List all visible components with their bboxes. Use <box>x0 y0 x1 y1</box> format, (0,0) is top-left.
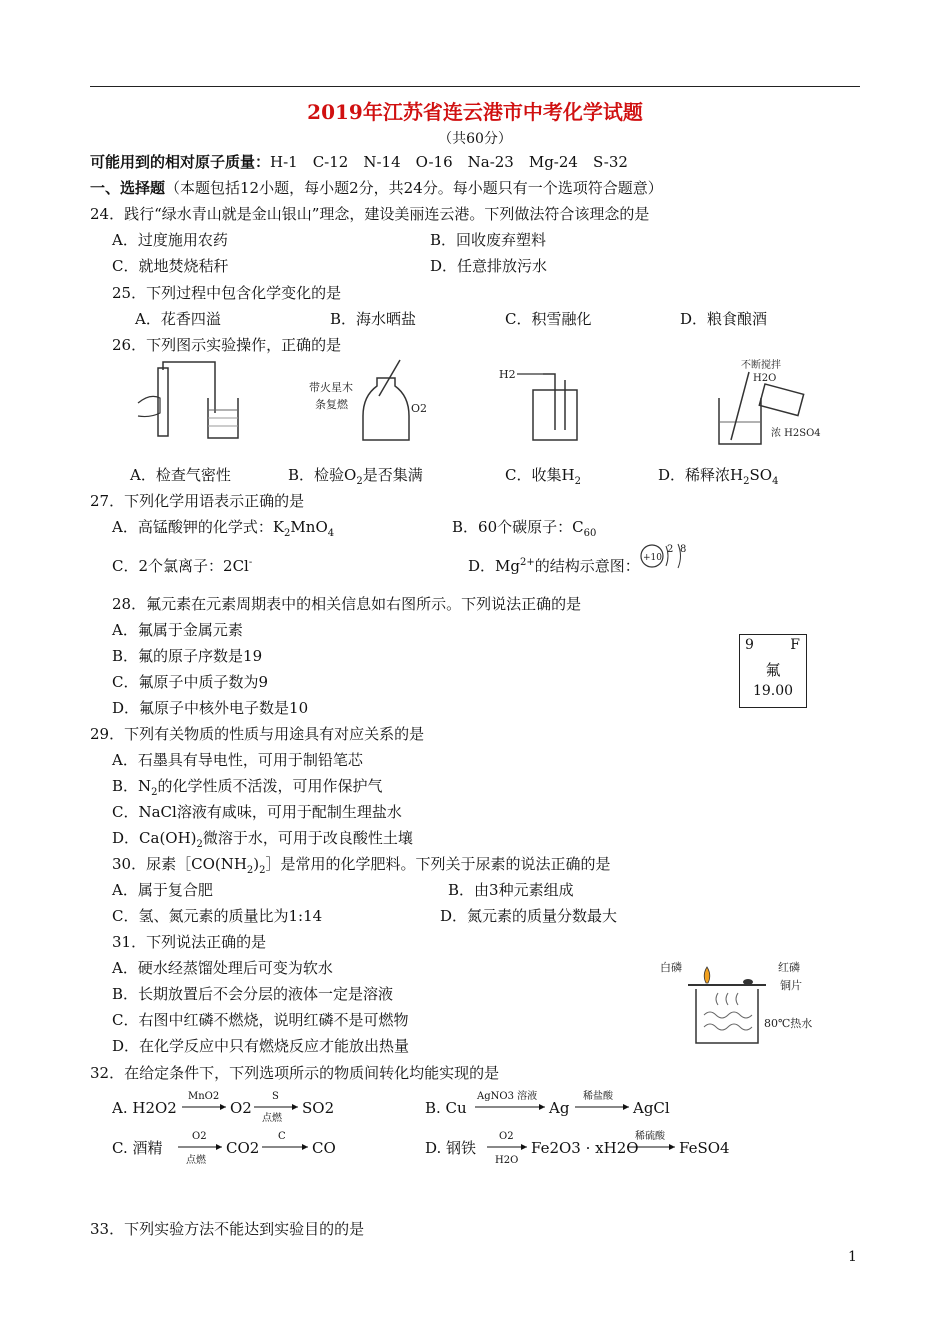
q32-a-start: A. H2O2 <box>112 1099 177 1117</box>
q24-option-c: C．就地焚烧秸秆 <box>112 257 229 275</box>
question-31-stem: 31．下列说法正确的是 <box>112 933 267 951</box>
q32-c-cond1b: 点燃 <box>186 1155 206 1166</box>
q32-b-mid: Ag <box>549 1099 570 1117</box>
q32-option-d-chain <box>425 1127 755 1169</box>
q27-option-d: D．$Mg^{2+}$的结构示意图： <box>468 557 640 575</box>
question-28-stem: 28．氟元素在元素周期表中的相关信息如右图所示。下列说法正确的是 <box>112 595 582 613</box>
q25-option-d: D．粮食酿酒 <box>680 310 768 328</box>
fig-b-label1: 带火星木 <box>309 381 353 394</box>
q24-option-d: D．任意排放污水 <box>430 257 548 275</box>
periodic-table-cell <box>739 634 807 708</box>
q31-option-b: B．长期放置后不会分层的液体一定是溶液 <box>112 985 394 1003</box>
q32-a-cond1: MnO2 <box>188 1091 220 1102</box>
q32-c-end: CO <box>312 1139 336 1157</box>
q30-option-a: A．属于复合肥 <box>112 881 213 899</box>
q25-option-a: A．花香四溢 <box>135 310 221 328</box>
q32-a-end: SO2 <box>302 1099 335 1117</box>
element-symbol: F <box>790 637 800 653</box>
atomic-mass-line <box>90 152 628 172</box>
page-number: 1 <box>848 1249 857 1265</box>
nucleus-charge: +10 <box>643 553 662 563</box>
figure-collect-hydrogen <box>495 360 585 448</box>
shell-1-count: 2 <box>667 544 674 555</box>
q32-b-end: AgCl <box>633 1099 670 1117</box>
q32-a-cond2: S <box>272 1091 279 1102</box>
element-name: 氟 <box>765 661 781 679</box>
q30-option-c: C．氢、氮元素的质量比为1:14 <box>112 907 323 925</box>
q32-c-mid: CO2 <box>226 1139 260 1157</box>
question-26-stem: 26．下列图示实验操作，正确的是 <box>112 336 342 354</box>
q31-option-a: A．硬水经蒸馏处理后可变为软水 <box>112 959 333 977</box>
q25-option-c: C．积雪融化 <box>505 310 592 328</box>
shell-2-count: 8 <box>680 544 687 555</box>
page-title: 2019年江苏省连云港市中考化学试题 <box>307 100 643 124</box>
section-label: 一、选择题 <box>90 179 166 197</box>
q31-option-d: D．在化学反应中只有燃烧反应才能放出热量 <box>112 1037 410 1055</box>
q29-option-a: A．石墨具有导电性，可用于制铅笔芯 <box>112 751 363 769</box>
fig-d-acid: 浓 H2SO4 <box>771 428 821 439</box>
q27-option-b: B．60个碳原子：$C_{60}$ <box>452 518 597 539</box>
figure-dilute-acid <box>705 354 830 450</box>
q29-option-c: C．NaCl溶液有咸味，可用于配制生理盐水 <box>112 803 402 821</box>
q26-option-a: A．检查气密性 <box>130 466 231 484</box>
q32-option-b-chain <box>425 1085 755 1127</box>
atomic-number: 9 <box>745 637 754 653</box>
q32-option-c-chain <box>112 1127 442 1169</box>
q29-option-b: B．$N_2$的化学性质不活泼，可用作保护气 <box>112 777 383 798</box>
question-29-stem: 29．下列有关物质的性质与用途具有对应关系的是 <box>90 725 425 743</box>
header-rule <box>90 86 860 87</box>
figure-phosphorus-combustion <box>658 955 823 1051</box>
q32-d-end: FeSO4 <box>679 1139 730 1157</box>
question-24-stem: 24．践行“绿水青山就是金山银山”理念，建设美丽连云港。下列做法符合该理念的是 <box>90 205 650 223</box>
fig-copper-sheet: 铜片 <box>780 979 802 992</box>
q30-option-b: B．由3种元素组成 <box>448 881 574 899</box>
fig-red-phosphorus: 红磷 <box>778 961 800 974</box>
fig-b-label2: 条复燃 <box>315 398 348 411</box>
q28-option-c: C．氟原子中质子数为9 <box>112 673 269 691</box>
q32-d-mid: Fe2O3 · xH2O <box>531 1139 639 1157</box>
fig-d-water: H2O <box>753 373 777 384</box>
atomic-mass-label: 可能用到的相对原子质量： <box>90 153 271 171</box>
q32-d-cond1: O2 <box>499 1131 514 1142</box>
q32-b-cond1: AgNO3 溶液 <box>477 1091 538 1102</box>
q27-option-a: A．高锰酸钾的化学式：$K_2MnO_4$ <box>112 518 335 539</box>
figure-airtight-check <box>130 358 250 448</box>
fig-hot-water: 80℃热水 <box>764 1017 813 1030</box>
section-note: （本题包括12小题，每小题2分，共24分。每小题只有一个选项符合题意） <box>165 179 663 197</box>
section-heading <box>90 178 663 198</box>
q27-option-c: C．2个氯离子：2Cl- <box>112 557 253 575</box>
q24-option-a: A．过度施用农药 <box>112 231 228 249</box>
mg-ion-structure-diagram <box>638 540 698 574</box>
q32-b-start: B. Cu <box>425 1099 467 1117</box>
q24-option-b: B．回收废弃塑料 <box>430 231 547 249</box>
fig-c-h2: H2 <box>499 368 516 381</box>
q32-c-start: C. 酒精 <box>112 1139 163 1157</box>
figure-oxygen-test <box>305 356 435 448</box>
q32-b-cond2: 稀盐酸 <box>583 1091 613 1102</box>
page-subtitle: （共60分） <box>438 131 512 147</box>
q29-option-d: D．$Ca(OH)_2$微溶于水，可用于改良酸性土壤 <box>112 829 413 850</box>
q32-c-cond2: C <box>278 1131 286 1142</box>
q26-option-c: C．收集$H_2$ <box>505 466 581 487</box>
q31-option-c: C．右图中红磷不燃烧，说明红磷不是可燃物 <box>112 1011 409 1029</box>
q26-option-b: B．检验$O_2$是否集满 <box>288 466 423 487</box>
q32-d-cond1b: H2O <box>495 1155 519 1166</box>
question-33-stem: 33．下列实验方法不能达到实验目的的是 <box>90 1220 365 1238</box>
atomic-mass: 19.00 <box>752 683 794 699</box>
q26-option-d: D．稀释浓$H_2SO_4$ <box>658 466 779 487</box>
q28-option-a: A．氟属于金属元素 <box>112 621 243 639</box>
q28-option-b: B．氟的原子序数是19 <box>112 647 263 665</box>
q28-option-d: D．氟原子中核外电子数是10 <box>112 699 309 717</box>
q32-d-cond2: 稀硫酸 <box>635 1131 665 1142</box>
fig-white-phosphorus: 白磷 <box>660 961 682 974</box>
fig-b-o2: O2 <box>411 402 428 415</box>
atomic-mass-values: H-1 C-12 N-14 O-16 Na-23 Mg-24 S-32 <box>270 153 628 171</box>
question-30-stem: 30．尿素$[CO(NH_2)_2]$是常用的化学肥料。下列关于尿素的说法正确的是 <box>112 855 611 876</box>
q32-option-a-chain <box>112 1085 442 1127</box>
question-25-stem: 25．下列过程中包含化学变化的是 <box>112 284 342 302</box>
question-32-stem: 32．在给定条件下，下列选项所示的物质间转化均能实现的是 <box>90 1064 500 1082</box>
question-27-stem: 27．下列化学用语表示正确的是 <box>90 492 305 510</box>
q30-option-d: D．氮元素的质量分数最大 <box>440 907 618 925</box>
q25-option-b: B．海水晒盐 <box>330 310 417 328</box>
q32-d-start: D. 钢铁 <box>425 1139 477 1157</box>
q32-c-cond1: O2 <box>192 1131 207 1142</box>
q32-a-mid: O2 <box>230 1099 252 1117</box>
fig-d-stir: 不断搅拌 <box>741 360 781 371</box>
q32-a-cond2b: 点燃 <box>262 1113 282 1124</box>
